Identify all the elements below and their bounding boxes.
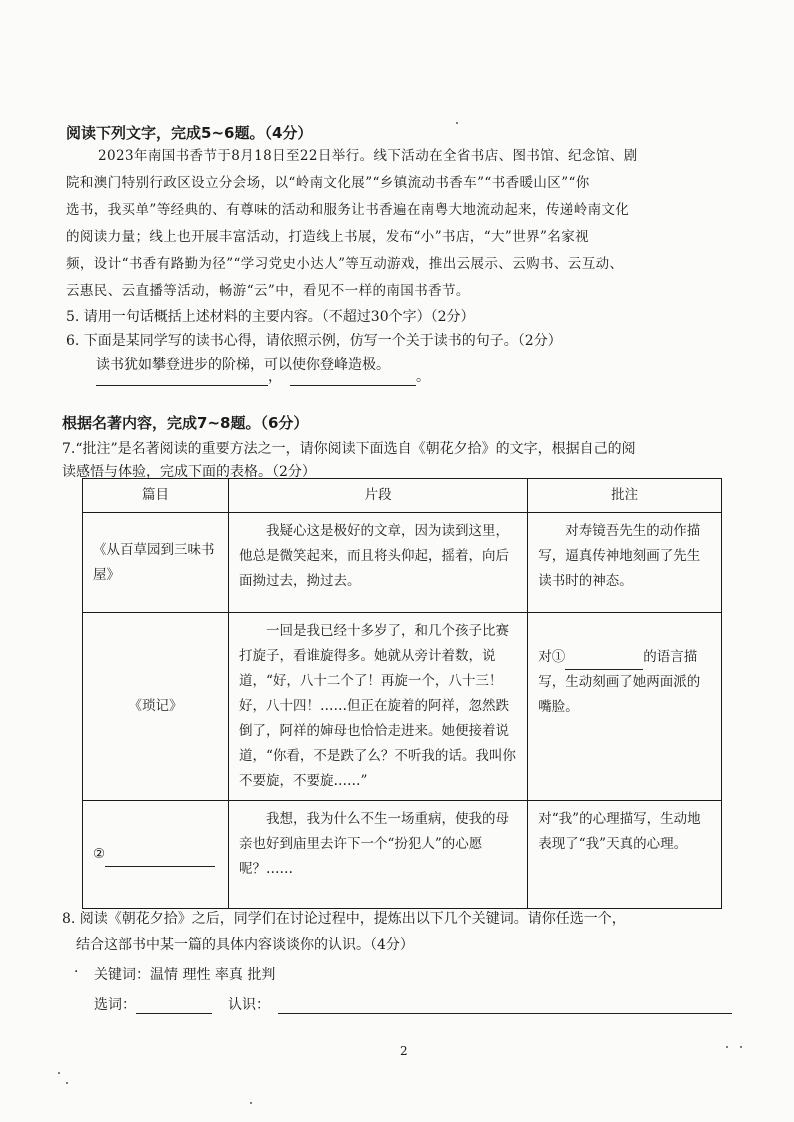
row-note: 对寿镜吾先生的动作描写，逼真传神地刻画了先生读书时的神态。 <box>528 513 722 613</box>
select-label: 选词： <box>94 997 136 1013</box>
passage-line: 2023年南国书香节于8月18日至22日举行。线下活动在全省书店、图书馆、纪念馆、剧 <box>98 148 638 164</box>
passage-line: 院和澳门特别行政区设立分会场，以“岭南文化展”“乡镇流动书香车”“书香暖山区”“你 <box>66 175 590 191</box>
scan-speck <box>726 1046 728 1048</box>
period: 。 <box>416 369 430 385</box>
row-note <box>528 613 722 801</box>
passage-line: 频，设计“书香有路勤为径”“学习党史小达人”等互动游戏，推出云展示、云购书、云互动、 <box>66 256 624 272</box>
question-7-line1: 7.“批注”是名著阅读的重要方法之一，请你阅读下面选自《朝花夕拾》的文字，根据自己的阅 <box>62 441 636 457</box>
question-6: 6. 下面是某同学写的读书心得，请依照示例，仿写一个关于读书的句子。（2分） <box>66 333 562 349</box>
scan-speck <box>66 1082 68 1084</box>
row-fragment: 我疑心这是极好的文章，因为读到这里，他总是微笑起来，而且将头仰起，摇着，向后面拗过去，拗过去。 <box>228 513 527 613</box>
header-fragment: 片段 <box>228 479 527 513</box>
bullet-dot: · <box>74 964 79 980</box>
section-2-title: 根据名著内容，完成7~8题。（6分） <box>62 414 309 432</box>
scan-speck <box>58 1072 60 1074</box>
section-1-title: 阅读下列文字，完成5~6题。（4分） <box>66 124 313 142</box>
question-8-line1: 8. 阅读《朝花夕拾》之后，同学们在讨论过程中，提炼出以下几个关键词。请你任选一个， <box>62 911 626 927</box>
answer-row <box>94 994 732 1014</box>
scan-speck <box>740 1046 742 1048</box>
row-title-text: 《从百草园到三味书屋》 <box>93 541 215 583</box>
scan-speck <box>456 122 458 124</box>
row-title <box>83 513 229 613</box>
header-note: 批注 <box>528 479 722 513</box>
answer-blank-note-1[interactable] <box>565 655 643 670</box>
select-word-blank[interactable] <box>136 999 212 1014</box>
row-title <box>83 801 229 909</box>
row-note: 对“我”的心理描写，生动地表现了“我”天真的心理。 <box>528 801 722 909</box>
page-number: 2 <box>400 1044 408 1058</box>
passage-line: 选书，我买单”等经典的、有尊味的活动和服务让书香遍在南粤大地流动起来，传递岭南文化 <box>66 202 630 218</box>
question-7-line2: 读感悟与体验，完成下面的表格。（2分） <box>62 464 316 480</box>
table-row <box>83 613 722 801</box>
passage-line: 的阅读力量；线上也开展丰富活动，打造线上书展，发布“小”书店，“大”世界”名家视 <box>66 229 590 245</box>
title-prefix: ② <box>93 846 106 862</box>
table-row <box>83 801 722 909</box>
scan-speck <box>250 1102 252 1104</box>
passage-line: 云惠民、云直播等活动，畅游“云”中，看见不一样的南国书香节。 <box>66 283 470 299</box>
table-row <box>83 513 722 613</box>
question-6-answer-line <box>96 366 430 386</box>
row-fragment: 我想，我为什么不生一场重病，使我的母亲也好到庙里去许下一个“扮犯人”的心愿呢？…… <box>228 801 527 909</box>
opinion-label: 认识： <box>228 997 270 1013</box>
note-suffix: 的语言描写，生动刻画了她两面派的嘴脸。 <box>538 649 701 715</box>
opinion-blank[interactable] <box>278 999 732 1014</box>
question-5: 5. 请用一句话概括上述材料的主要内容。（不超过30个字）（2分） <box>66 309 475 325</box>
note-prefix: 对① <box>538 649 566 665</box>
row-title: 《琐记》 <box>83 613 229 801</box>
comma: ， <box>268 369 282 385</box>
answer-blank-2[interactable] <box>290 371 416 386</box>
table-header-row <box>83 479 722 513</box>
question-8-line2: 结合这部书中某一篇的具体内容谈谈你的认识。（4分） <box>76 937 414 953</box>
keywords: 关键词：温情 理性 率真 批判 <box>94 967 276 983</box>
row-fragment: 一回是我已经十多岁了，和几个孩子比赛打旋子，看谁旋得多。她就从旁计着数，说道，“好，八十二个了！再旋一个，八十三！好，八十四！……但正在旋着的阿祥，忽然跌倒了，阿祥的婶母也恰恰走进来。她便接着说道，“你看，不是跌了么？不听我的话。我叫你不要旋，不要旋……” <box>228 613 527 801</box>
annotation-table <box>82 478 722 909</box>
answer-blank-title-2[interactable] <box>105 852 215 867</box>
header-title: 篇目 <box>83 479 229 513</box>
answer-blank-1[interactable] <box>96 371 268 386</box>
question-6-example: 读书犹如攀登进步的阶梯，可以使你登峰造极。 <box>96 357 390 373</box>
